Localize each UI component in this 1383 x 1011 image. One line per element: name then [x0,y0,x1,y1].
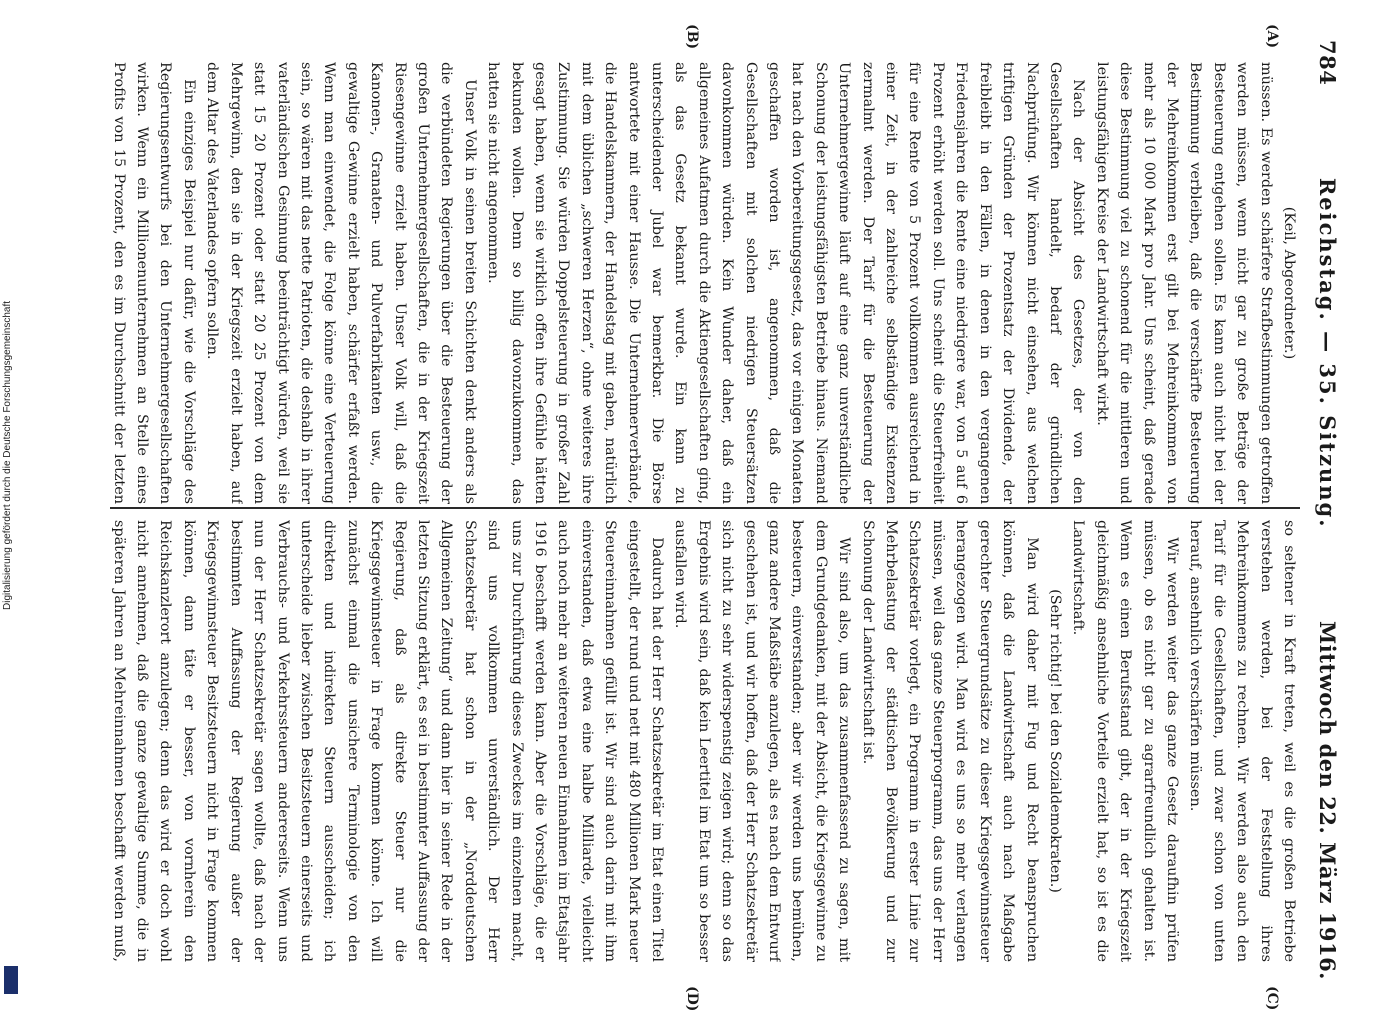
margin-letter-a: (A) [1264,24,1280,49]
paragraph: Man wird daher mit Fug und Recht beanspruchen können, daß die Landwirtschaft auch nach Maßgabe gerechter Steuergrundsätze zu dieser Kriegsgewinnsteuer herangezogen wird. Man wird es uns so mehr verlangen müssen, weil das ganze Steuerprogramm, das uns der Herr Schatzsekretär vorlegt, ein Programm in erster Linie zur Mehrbelastung der städtischen Bevölkerung und zur Schonung der Landwirtschaft ist. [859,520,1040,962]
paragraph: Wir werden weiter das ganze Gesetz daraufhin prüfen müssen, ob es nicht gar zu agrarfreundlich gehalten ist. Wenn es einen Berufsstand gibt, der in der Kriegszeit gleichmäßig ansehnliche Vorteile erzielt hat, so ist es die Landwirtschaft. [1070,520,1180,962]
paragraph: (Sehr richtig! bei den Sozialdemokraten.) [1046,589,1063,893]
left-column [110,62,1300,504]
margin-letter-d: (D) [684,986,700,1011]
paragraph: Nach der Absicht des Gesetzes, der von den Gesellschaften handelt, bedarf der gründlichen Nachprüfung. Wir können nicht einsehen, aus welchen triftigen Gründen der Prozentsatz der Dividende, der freibleibt in den Fällen, in denen in den vergangenen Friedensjahren die Rente eine niedrigere war, von 5 auf 6 Prozent erhöht werden soll. Uns scheint die Steuerfreiheit für eine Rente von 5 Prozent vollkommen ausreichend in einer Zeit, in der zahlreiche selbständige Existenzen zermalmt werden. Der Tarif für die Besteuerung der Unternehmergewinne läuft auf eine ganz unverständliche Schonung der leistungsfähigsten Betriebe hinaus. Niemand hat nach den Vorbereitungsgesetz, das vor einigen Monaten geschaffen worden ist, angenommen, daß die Gesellschaften mit solchen niedrigen Steuersätzen davonkommen würden. Kein Wunder daher, daß ein allgemeines Aufatmen durch die Aktiengesellschaften ging, als das Gesetz bekannt wurde. Ein kann zu unterscheidender Jubel war bemerkbar. Die Börse antwortete mit einer Hausse. Die Unternehmerverbände, die Handelskammern, der Handelstag mit gaben, natürlich mit dem üblichen „schweren Herzen“, ohne weiteres ihre Zustimmung. Sie würden Doppelsteuerung in großer Zahl gesagt haben, wenn sie wirklich offen ihre Gefühle hätten bekunden wollen. Denn so billig davonzukommen, das hatten sie nicht angenommen. [485,62,1087,504]
dfg-logo [4,966,18,994]
scanned-sheet [40,0,1383,1011]
paragraph: Ein einziges Beispiel nur dafür, wie die Vorschläge des Regierungsentwurfs bei den Unternehmergesellschaften wirken. Wenn ein Millionenunternehmen an Stelle eines Profits von 15 Prozent, den es im Durchschnitt der letzten [110,62,197,504]
session-date: Mittwoch den 22. März 1916. [1315,621,1340,980]
digitization-note: Digitalisierung gefördert durch die Deutsche Forschungsgemeinschaft [2,300,13,610]
paragraph: Wir sind also, um das zusammenfassend zu sagen, mit dem Grundgedanken, mit der Absicht, die Kriegsgewinne zu besteuern, einverstanden; aber wir werden uns bemühen, ganz andere Maßstäbe anzulegen, als es nach dem Entwurf geschehen ist, und wir hoffen, daß der Herr Schatzsekretär sich nicht zu sehr widerspenstig zeigen wird; denn so das Ergebnis wird sein, daß kein Leertitel im Etat um so besser ausfallen wird. [672,520,853,962]
paragraph: müssen. Es werden schärfere Strafbestimmungen getroffen werden müssen, wenn nicht gar zu große Beträge der Besteuerung entgehen sollen. Es kann auch nicht bei der Bestimmung verbleiben, daß die verschärfte Besteuerung der Mehreinkommen erst gilt bei Mehreinkommen von mehr als 10 000 Mark pro Jahr. Uns scheint, daß gerade diese Bestimmung viel zu schonend für die mittleren und leistungsfähigen Kreise der Landwirtschaft wirkt. [1093,62,1274,504]
session-title: Reichstag. — 35. Sitzung. [1315,177,1340,529]
running-head [1306,40,1340,980]
column-divider [110,507,1300,509]
paragraph: (Keil, Abgeordneter.) [1281,206,1297,360]
page-number: 784 [1315,40,1340,86]
right-column [110,520,1300,962]
margin-letter-c: (C) [1264,986,1280,1011]
margin-letter-b: (B) [684,24,700,50]
paragraph: Dadurch hat der Herr Schatzsekretär im Etat einen Titel eingestellt, der rund und nett mit 480 Millionen Mark neuer Steuereinnahmen gefüllt ist. Wir sind auch darin mit ihm einverstanden, daß etwa eine halbe Milliarde, vielleicht auch noch mehr an weiteren neuen Einnahmen im Etatsjahr 1916 beschafft werden kann. Aber die Vorschläge, die er uns zur Durchführung dieses Zweckes im einzelnen macht, sind uns vollkommen unverständlich. Der Herr Schatzsekretär hat schon in der „Norddeutschen Allgemeinen Zeitung“ und dann hier in seiner Rede in der letzten Sitzung erklärt, es sei in bestimmter Auffassung der Regierung, daß als direkte Steuer nur die Kriegsgewinnsteuer in Frage kommen könne. Ich will zunächst einmal die unsichere Terminologie von den direkten und indirekten Steuern ausscheiden; ich unterscheide lieber zwischen Besitzsteuern einerseits und Verbrauchs- und Verkehrssteuern andererseits. Wenn uns nun der Herr Schatzsekretär sagen wollte, daß nach der bestimmten Auffassung der Regierung außer der Kriegsgewinnsteuer Besitzsteuern nicht in Frage kommen können, dann täte er besser, von vornherein den Reichskanzlerort anzulegen; denn das wird er doch wohl nicht annehmen, daß die ganze gewaltige Summe, die in späteren Jahren an Mehreinnahmen beschafft werden muß, [110,520,666,962]
paragraph: Unser Volk in seinen breiten Schichten denkt anders als die verbündeten Regierungen über die Besteuerung der großen Unternehmergesellschaften, die in der Kriegszeit Riesengewinne erzielt haben. Unser Volk will, daß die Kanonen-, Granaten- und Pulverfabrikanten usw., die gewaltige Gewinne erzielt haben, schärfer erfaßt werden. Wenn man einwendet, die Folge könne eine Verteuerung sein, so wären mit das nette Patrioten, die deshalb in ihrer vaterländischen Gesinnung beeinträchtigt würden, weil sie statt 15 20 Prozent oder statt 20 25 Prozent von dem Mehrgewinn, den sie in der Kriegszeit erzielt haben, auf dem Altar des Vaterlandes opfern sollen. [204,62,478,504]
paragraph: so seltener in Kraft treten, weil es die großen Betriebe verstehen werden, bei der Feststellung ihres Mehreinkommens zu rechnen. Wir werden also auch den Tarif für die Gesellschaften, und zwar schon von unten herauf, ansehnlich verschärfen müssen. [1187,520,1297,962]
protocol-page [100,24,1340,1011]
